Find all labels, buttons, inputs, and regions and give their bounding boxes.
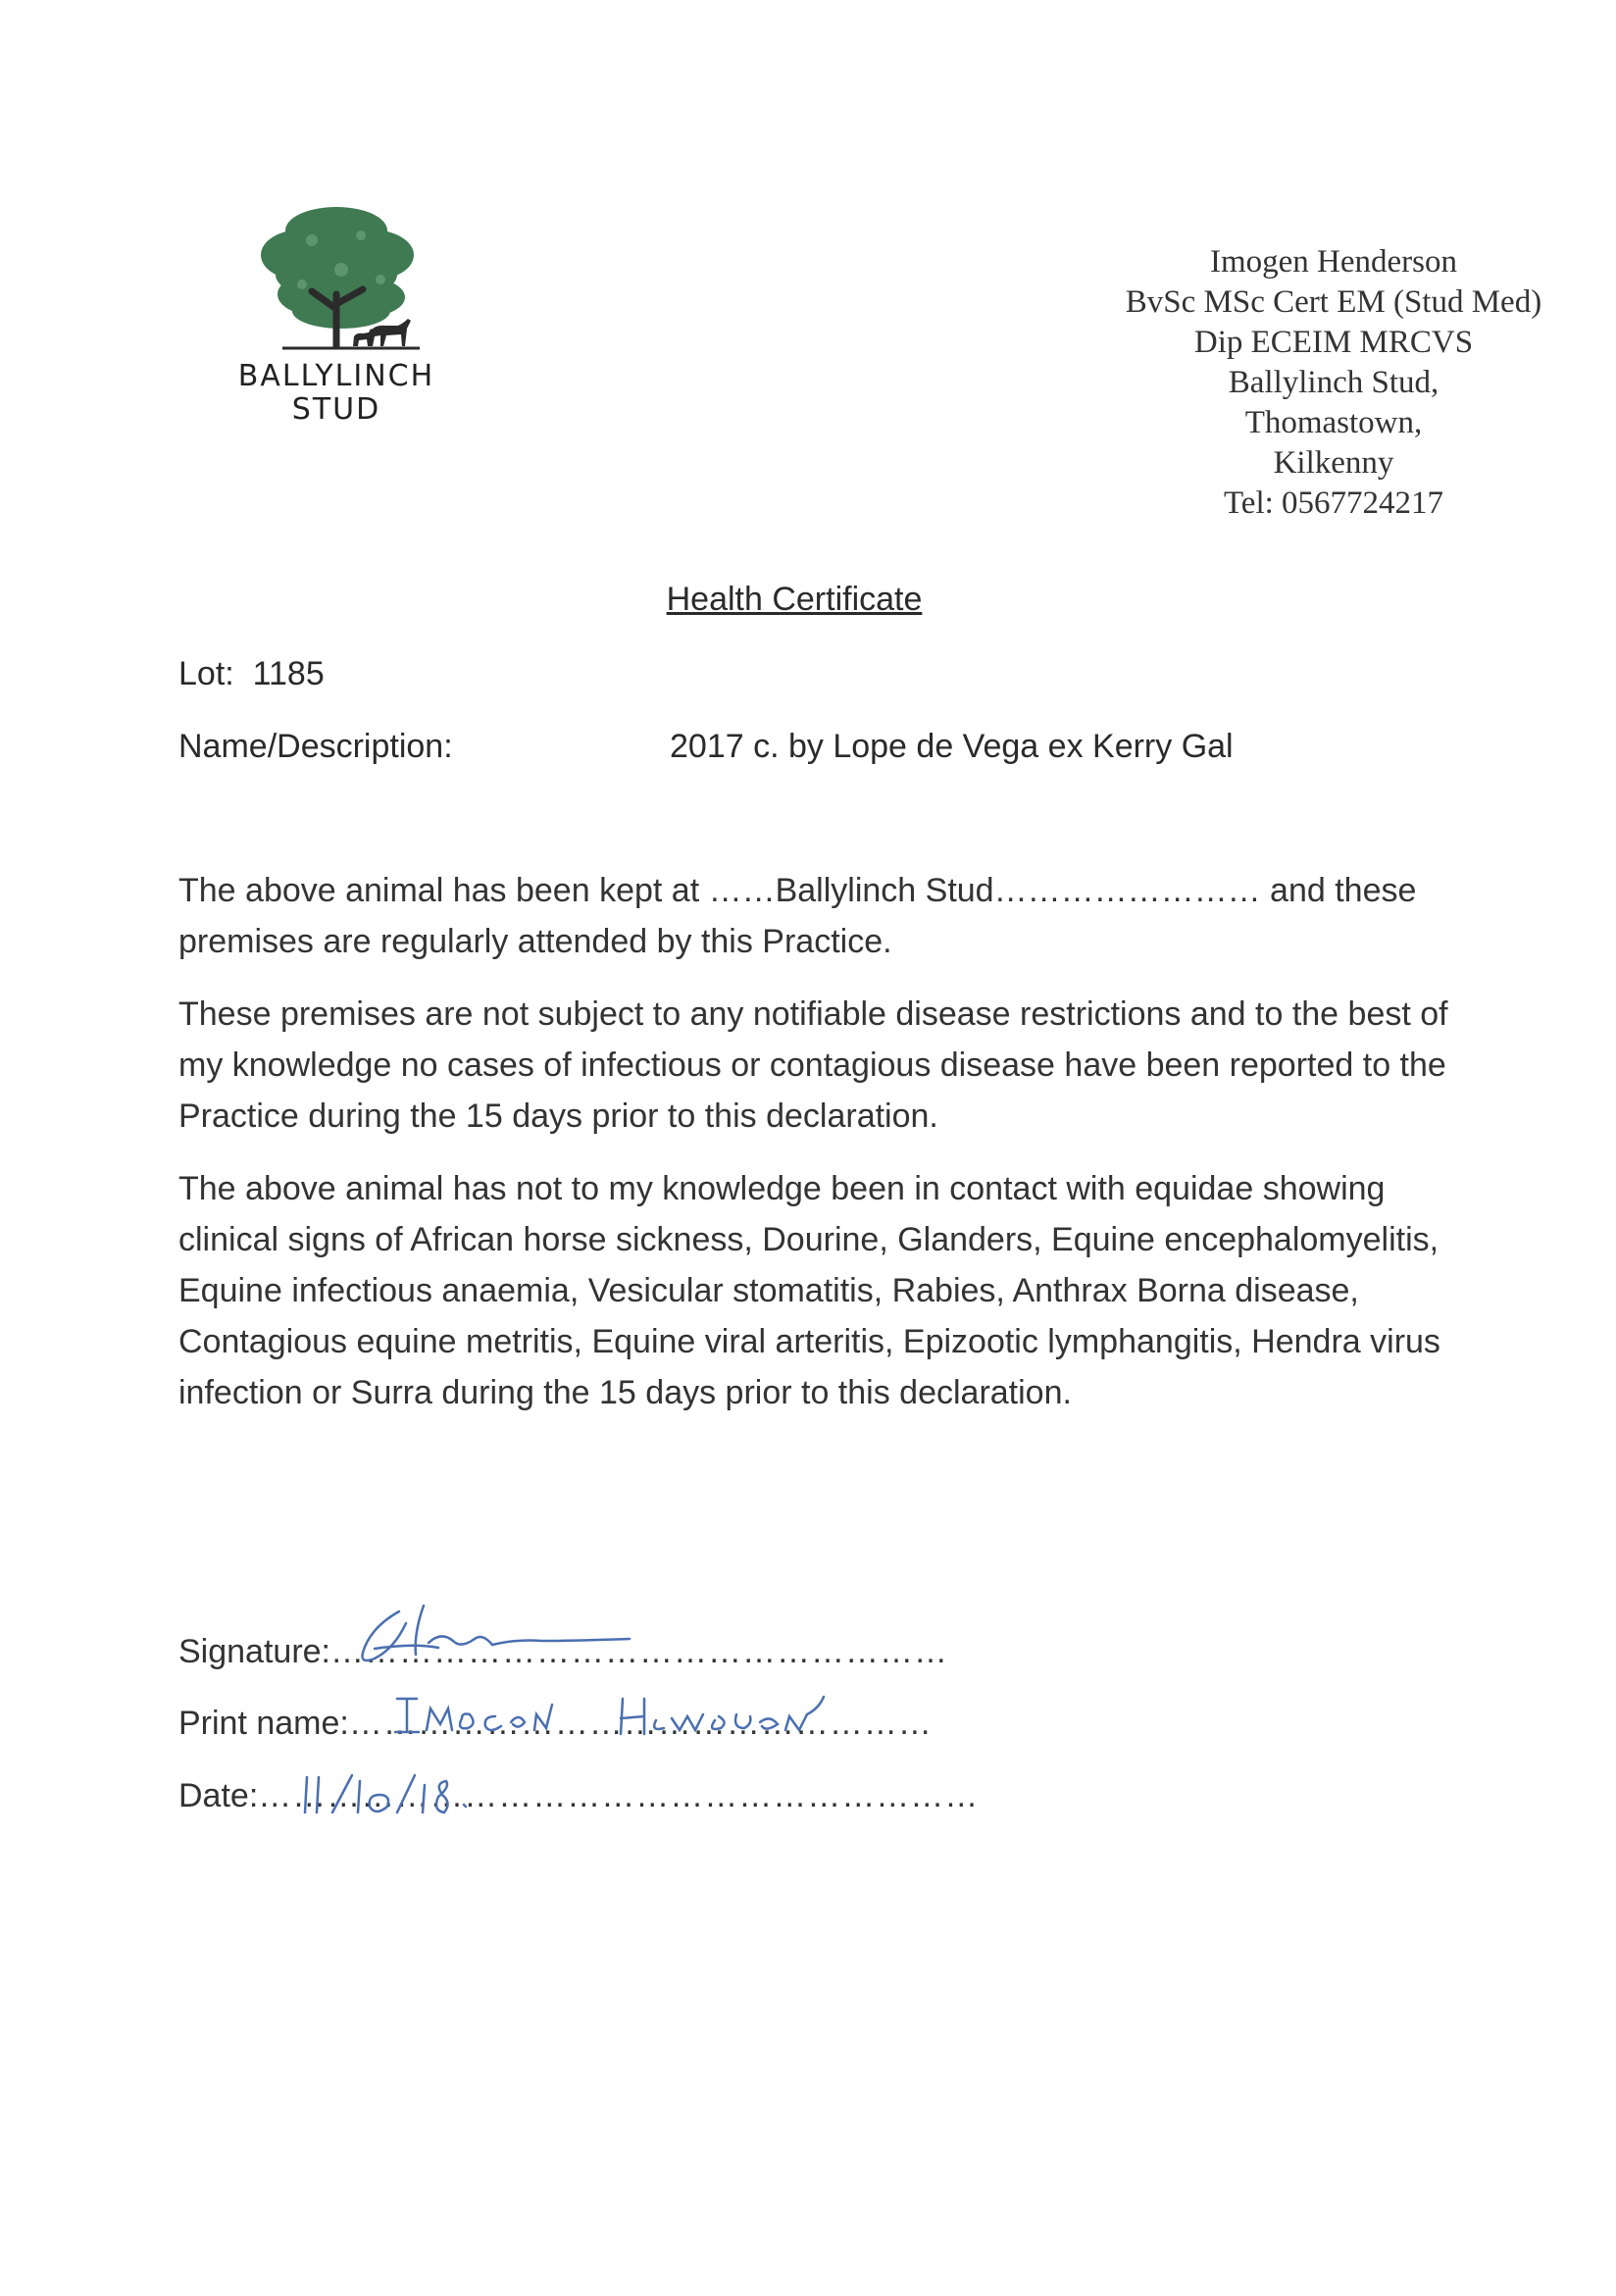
lot-line (178, 655, 325, 693)
address-line: Kilkenny (1273, 445, 1394, 481)
logo-name-line1: BALLYLINCH (237, 359, 435, 393)
name-description-label: Name/Description: (178, 728, 453, 765)
premises-paragraph: The above animal has been kept at ……Ballylinch Stud…………………… and these premises are regularly attended by this Practice. (178, 872, 1417, 960)
lot-label: Lot: (178, 655, 234, 692)
handwritten-print-name (387, 1685, 858, 1744)
lot-value: 1185 (252, 655, 325, 692)
address-line: Dip ECEIM MRCVS (1193, 325, 1474, 360)
handwritten-signature (345, 1594, 639, 1672)
tree-icon (243, 201, 429, 358)
signature-label: Signature: (178, 1633, 330, 1670)
address-line: Tel: 0567724217 (1223, 485, 1444, 521)
document-title: Health Certificate (666, 581, 923, 618)
handwritten-date (299, 1765, 534, 1824)
contact-paragraph: The above animal has not to my knowledge been in contact with equidae showing clinical signs of African horse sickness, Dourine, Glanders, Equine encephalomyelitis, Equine infectious anaemia, Vesicular stomatitis, Rabies, Anthrax Borna disease, Contagious equine metritis, Equine viral arteritis, Epizootic lymphangitis, Hendra virus infection or Surra during the 15 days prior to this declaration. (178, 1170, 1440, 1411)
vet-address-block (1030, 242, 1616, 524)
restrictions-paragraph: These premises are not subject to any notifiable disease restrictions and to the best of my knowledge no cases of infectious or contagious disease have been reported to the Practice during the 15 days prior to this declaration. (178, 995, 1448, 1135)
address-line: Imogen Henderson (1209, 244, 1457, 280)
print-name-label: Print name: (178, 1705, 349, 1742)
name-description-value: 2017 c. by Lope de Vega ex Kerry Gal (670, 728, 1234, 765)
date-dots: ……………………………………………………… (258, 1777, 980, 1814)
print-name-dots: …………………………………………… (348, 1705, 933, 1742)
signature-dots: ……………………………………………… (330, 1633, 948, 1670)
address-line: Ballylinch Stud, (1228, 365, 1439, 400)
logo-name-line2: STUD (291, 392, 381, 427)
address-line: BvSc MSc Cert EM (Stud Med) (1125, 284, 1542, 320)
address-line: Thomastown, (1244, 405, 1423, 440)
date-label: Date: (178, 1777, 259, 1814)
ballylinch-stud-logo (214, 201, 459, 436)
